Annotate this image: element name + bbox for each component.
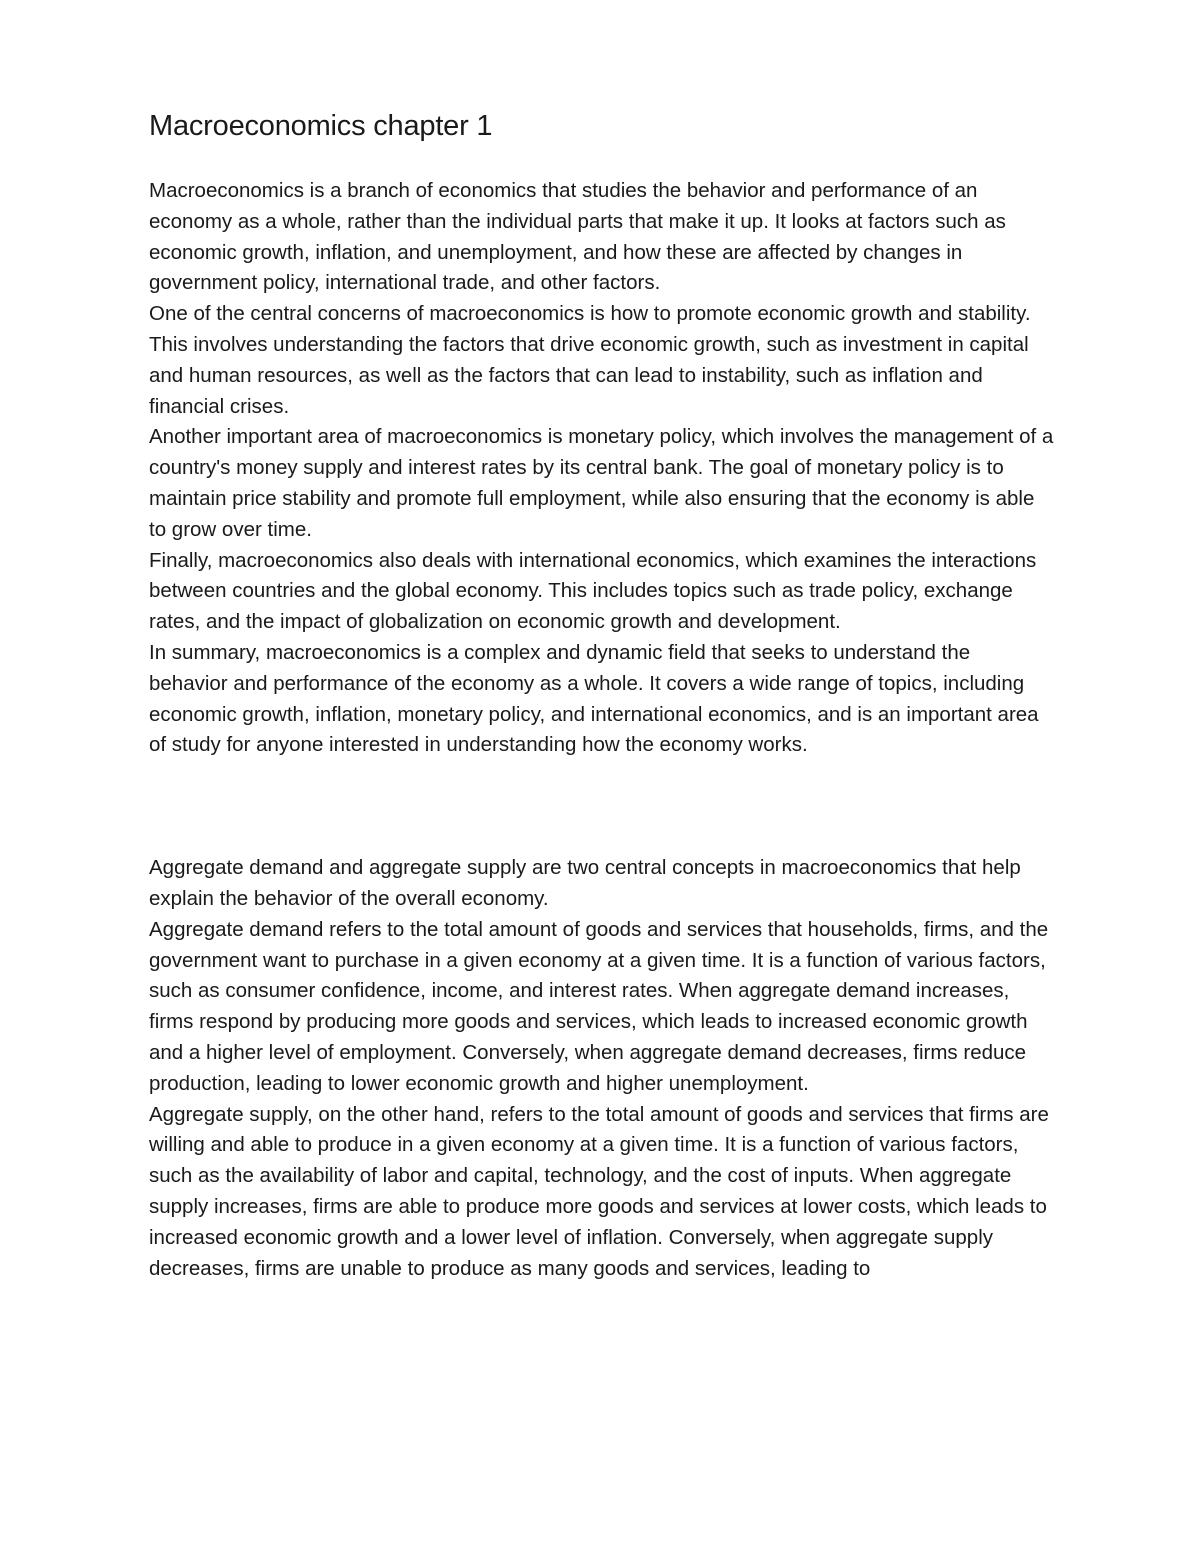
paragraph: Aggregate demand refers to the total amount of goods and services that households, firms, and the government want to purchase in a given economy at a given time. It is a function of various factors, such as consumer confidence, income, and interest rates. When aggregate demand increases, firms respond by producing more goods and services, which leads to increased economic growth and a higher level of employment. Conversely, when aggregate demand decreases, firms reduce production, leading to lower economic growth and higher unemployment. [149, 917, 1049, 1095]
paragraph: Macroeconomics is a branch of economics that studies the behavior and performance of an economy as a whole, rather than the individual parts that make it up. It looks at factors such as economic growth, inflation, and unemployment, and how these are affected by changes in government policy, international trade, and other factors. [149, 179, 1006, 295]
section-spacer [149, 761, 1054, 853]
section-aggregate [149, 853, 1054, 1284]
paragraph: Finally, macroeconomics also deals with international economics, which examines the interactions between countries and the global economy. This includes topics such as trade policy, exchange rates, and the impact of globalization on economic growth and development. [149, 548, 1037, 634]
document-title: Macroeconomics chapter 1 [149, 110, 493, 142]
section-intro [149, 176, 1054, 761]
document-page [149, 104, 1054, 1284]
paragraph: One of the central concerns of macroeconomics is how to promote economic growth and stability. This involves understanding the factors that drive economic growth, such as investment in capital and human resources, as well as the factors that can lead to instability, such as inflation and financial crises. [149, 302, 1031, 418]
paragraph: Another important area of macroeconomics is monetary policy, which involves the management of a country's money supply and interest rates by its central bank. The goal of monetary policy is to maintain price stability and promote full employment, while also ensuring that the economy is able to grow over time. [149, 425, 1054, 541]
paragraph: Aggregate supply, on the other hand, refers to the total amount of goods and services that firms are willing and able to produce in a given economy at a given time. It is a function of various factors, such as the availability of labor and capital, technology, and the cost of inputs. When aggregate supply increases, firms are able to produce more goods and services at lower costs, which leads to increased economic growth and a lower level of inflation. Conversely, when aggregate supply decreases, firms are unable to produce as many goods and services, leading to [149, 1102, 1049, 1280]
paragraph: In summary, macroeconomics is a complex and dynamic field that seeks to understand the behavior and performance of the economy as a whole. It covers a wide range of topics, including economic growth, inflation, monetary policy, and international economics, and is an important area of study for anyone interested in understanding how the economy works. [149, 640, 1039, 757]
paragraph: Aggregate demand and aggregate supply are two central concepts in macroeconomics that help explain the behavior of the overall economy. [149, 856, 1021, 910]
